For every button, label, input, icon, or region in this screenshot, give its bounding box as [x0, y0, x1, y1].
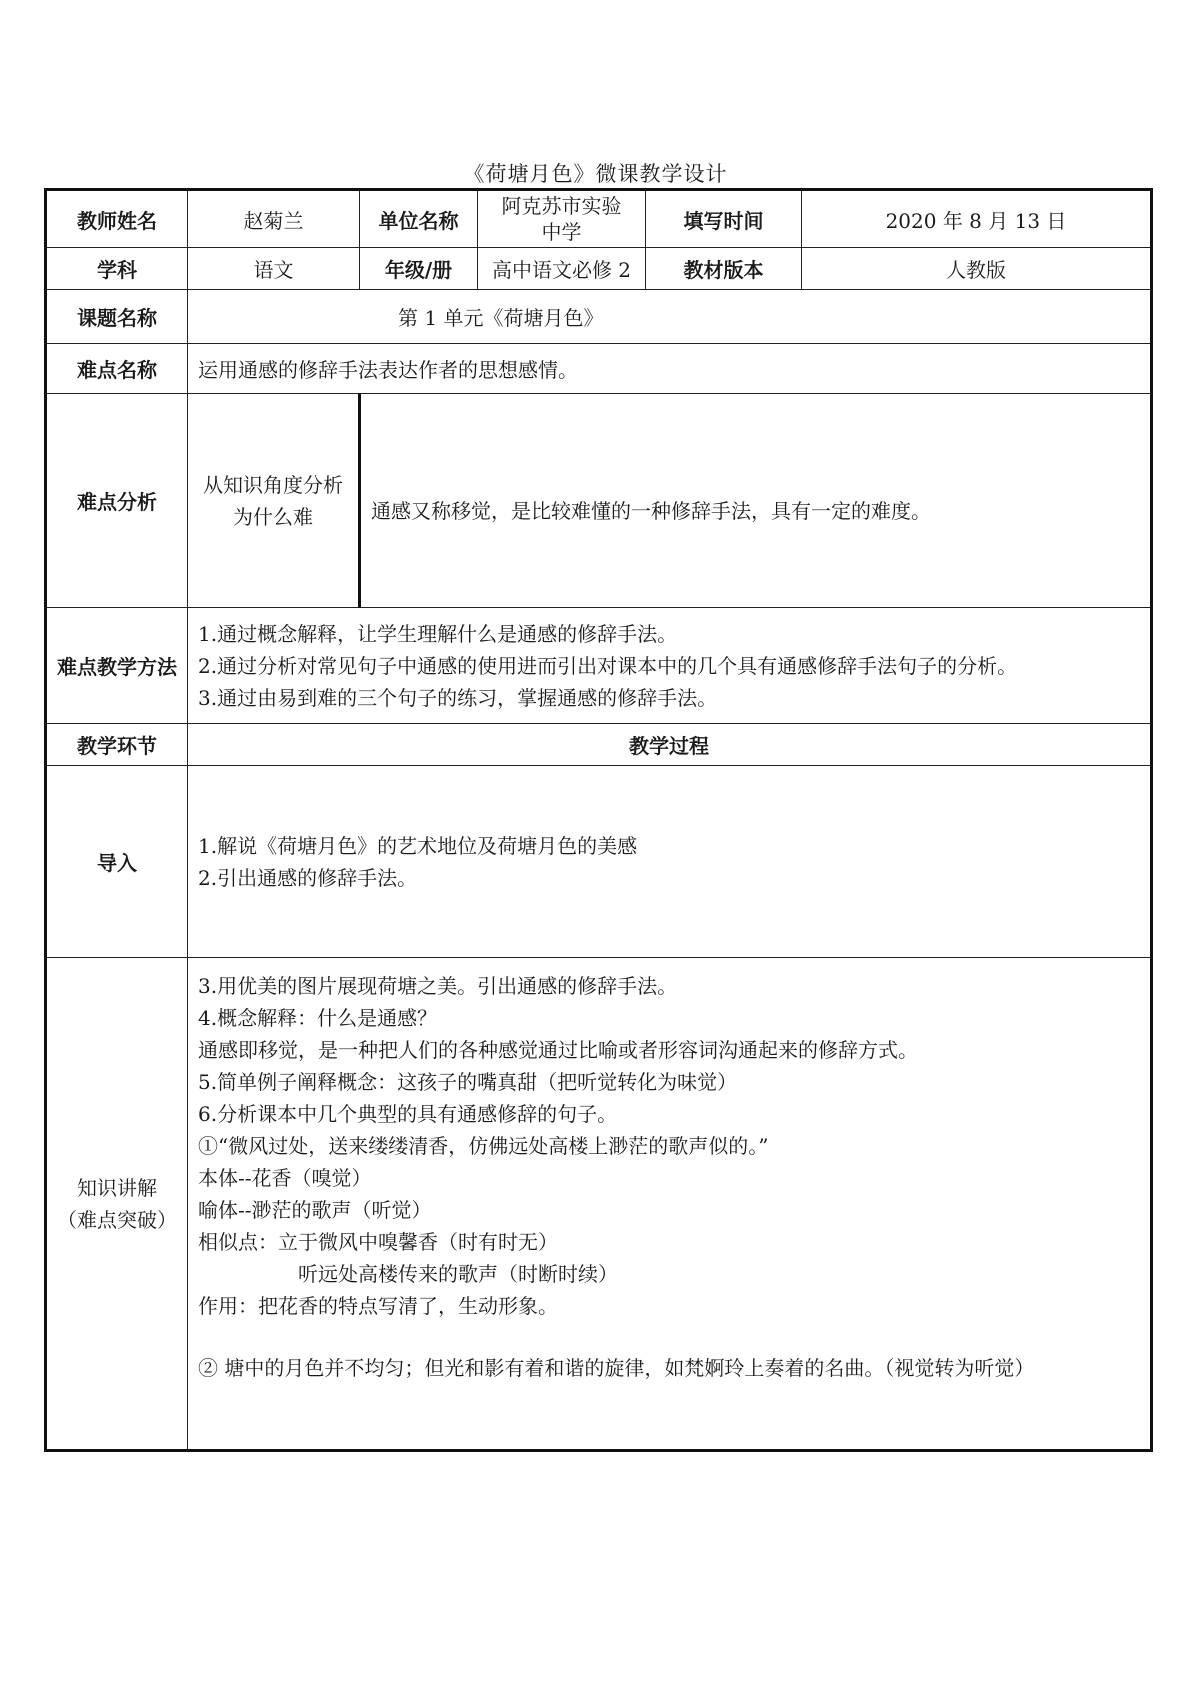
- topic-label: 课题名称: [46, 290, 188, 344]
- knowledge-label: [46, 958, 188, 1451]
- knowledge-label-line: 知识讲解: [77, 1175, 157, 1200]
- knowledge-line: ①“微风过处，送来缕缕清香，仿佛远处高楼上渺茫的歌声似的。”: [198, 1134, 769, 1158]
- analysis-row: [46, 394, 1152, 608]
- methods-label: 难点教学方法: [46, 608, 188, 724]
- analysis-label: 难点分析: [46, 394, 188, 608]
- knowledge-line: 相似点：立于微风中嗅馨香（时有时无）: [198, 1230, 558, 1254]
- unit-name-value: 阿克苏市实验中学: [478, 190, 646, 248]
- teacher-name-label: 教师姓名: [46, 190, 188, 248]
- intro-item: 2.引出通感的修辞手法。: [198, 865, 418, 890]
- intro-list: [188, 766, 1152, 958]
- knowledge-label-line: （难点突破）: [57, 1207, 177, 1232]
- difficulty-row: [46, 344, 1152, 394]
- fill-date-value: 2020 年 8 月 13 日: [802, 190, 1152, 248]
- topic-row: [46, 290, 1152, 344]
- intro-item: 1.解说《荷塘月色》的艺术地位及荷塘月色的美感: [198, 833, 638, 858]
- process-header: 教学过程: [188, 724, 1152, 766]
- topic-value: 第 1 单元《荷塘月色》: [188, 290, 1152, 344]
- intro-row: [46, 766, 1152, 958]
- knowledge-row: [46, 958, 1152, 1451]
- knowledge-line: 作用：把花香的特点写清了，生动形象。: [198, 1294, 558, 1318]
- knowledge-line: 本体--花香（嗅觉）: [198, 1166, 372, 1190]
- teacher-name-value: 赵菊兰: [188, 190, 360, 248]
- analysis-value: 通感又称移觉，是比较难懂的一种修辞手法，具有一定的难度。: [360, 394, 1152, 608]
- methods-row: [46, 608, 1152, 724]
- blank-line: [198, 1322, 1140, 1352]
- process-header-row: [46, 724, 1152, 766]
- grade-label: 年级/册: [360, 248, 478, 290]
- difficulty-value: 运用通感的修辞手法表达作者的思想感情。: [188, 344, 1152, 394]
- subject-value: 语文: [188, 248, 360, 290]
- knowledge-line: 通感即移觉，是一种把人们的各种感觉通过比喻或者形容词沟通起来的修辞方式。: [198, 1038, 918, 1062]
- analysis-sub-label: 从知识角度分析为什么难: [188, 394, 360, 608]
- difficulty-label: 难点名称: [46, 344, 188, 394]
- intro-label: 导入: [46, 766, 188, 958]
- knowledge-line: 听远处高楼传来的歌声（时断时续）: [298, 1262, 618, 1286]
- subject-label: 学科: [46, 248, 188, 290]
- methods-list: [188, 608, 1152, 724]
- header-row-1: [46, 190, 1152, 248]
- knowledge-line: 4.概念解释：什么是通感？: [198, 1006, 438, 1030]
- grade-value: 高中语文必修 2: [478, 248, 646, 290]
- lesson-design-table: [44, 188, 1153, 1452]
- page-title: 《荷塘月色》微课教学设计: [463, 162, 728, 186]
- knowledge-content: [188, 958, 1152, 1451]
- knowledge-line: 5.简单例子阐释概念：这孩子的嘴真甜（把听觉转化为味觉）: [198, 1070, 738, 1094]
- method-item: 3.通过由易到难的三个句子的练习，掌握通感的修辞手法。: [198, 685, 718, 710]
- unit-name-label: 单位名称: [360, 190, 478, 248]
- header-row-2: [46, 248, 1152, 290]
- knowledge-line: 喻体--渺茫的歌声（听觉）: [198, 1198, 432, 1222]
- fill-date-label: 填写时间: [646, 190, 802, 248]
- knowledge-line: ② 塘中的月色并不均匀；但光和影有着和谐的旋律，如梵婀玲上奏着的名曲。（视觉转为听觉）: [198, 1356, 1035, 1380]
- knowledge-line: 6.分析课本中几个典型的具有通感修辞的句子。: [198, 1102, 618, 1126]
- method-item: 1.通过概念解释，让学生理解什么是通感的修辞手法。: [198, 621, 678, 646]
- edition-label: 教材版本: [646, 248, 802, 290]
- method-item: 2.通过分析对常见句子中通感的使用进而引出对课本中的几个具有通感修辞手法句子的分析。: [198, 653, 1018, 678]
- knowledge-line: 3.用优美的图片展现荷塘之美。引出通感的修辞手法。: [198, 974, 678, 998]
- stage-header: 教学环节: [46, 724, 188, 766]
- edition-value: 人教版: [802, 248, 1152, 290]
